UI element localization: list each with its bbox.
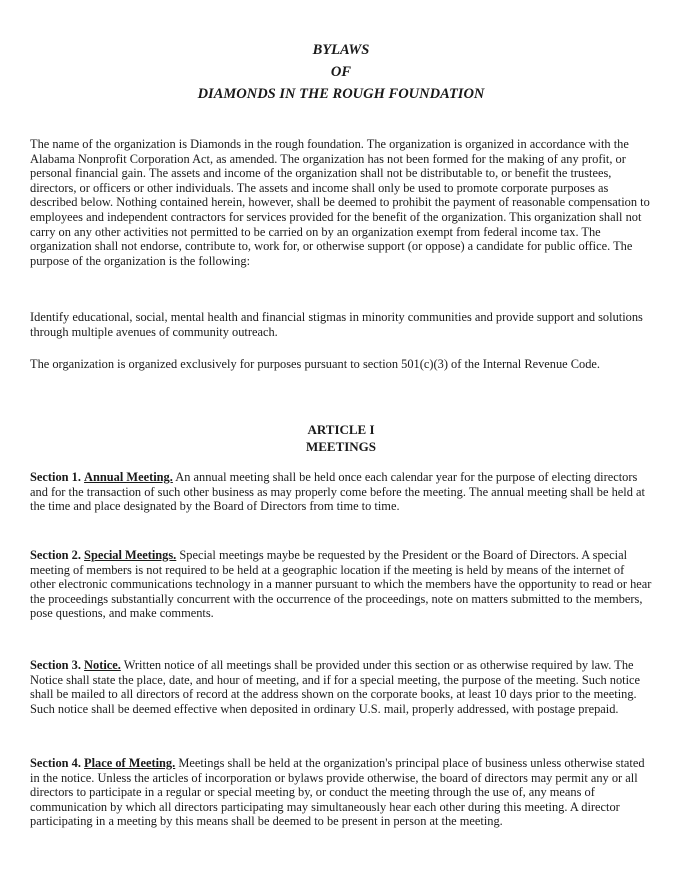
title-line-of: OF [330,64,352,80]
section-1 [30,470,652,514]
purpose-paragraph: Identify educational, social, mental health and financial stigmas in minority communities and provide support and solutions through multiple avenues of community outreach. [30,310,643,339]
section-body: Written notice of all meetings shall be provided under this section or as otherwise required by law. The Notice shall state the place, date, and hour of meeting, and if for a special meeting, the purpose of the meeting. Such notice shall be mailed to all directors of record at the address shown on the corporate books, at least 10 days prior to the meeting. Such notice shall be deemed effective when deposited in ordinary U.S. mail, properly addressed, with postage prepaid. [30,658,641,716]
section-2 [30,548,652,621]
section-title: Annual Meeting. [84,470,173,484]
section-body: An annual meeting shall be held once each calendar year for the purpose of electing directors and for the transaction of such other business as may properly come before the meeting. The annual meeting shall be held at the time and place designated by the Board of Directors from time to time. [30,470,645,514]
section-number: Section 2. [30,548,81,562]
section-4 [30,756,652,829]
article-number: ARTICLE I [307,422,375,437]
title-line-organization: DIAMONDS IN THE ROUGH FOUNDATION [197,86,485,102]
intro-paragraph: The name of the organization is Diamonds in the rough foundation. The organization is organized in accordance with the Alabama Nonprofit Corporation Act, as amended. The organization has not been formed for the making of any profit, or personal financial gain. The assets and income of the organization shall not be distributable to, or benefit the trustees, directors, or officers or other individuals. The assets and income shall only be used to promote corporate purposes as described below. Nothing contained herein, however, shall be deemed to prohibit the payment of reasonable compensation to employees and independent contractors for services provided for the benefit of the organization. This organization shall not carry on any other activities not permitted to be carried on by an organization exempt from federal income tax. The organization shall not endorse, contribute to, work for, or otherwise support (or oppose) a candidate for public office. The purpose of the organization is the following: [30,137,650,268]
section-3 [30,658,652,716]
section-body: Special meetings maybe be requested by the President or the Board of Directors. A special meeting of members is not required to be held at a geographic location if the meeting is held by means of the internet of other electronic communications technology in a manner pursuant to which the members have the opportunity to read or hear the proceedings substantially concurrent with the occurrence of the proceedings, note on matters submitted to the members, pose questions, and make comments. [30,548,652,621]
section-title: Notice. [84,658,121,672]
title-line-bylaws: BYLAWS [312,42,370,58]
section-number: Section 4. [30,756,81,770]
section-title: Place of Meeting. [84,756,176,770]
section-number: Section 1. [30,470,81,484]
article-title: MEETINGS [305,439,377,454]
section-number: Section 3. [30,658,81,672]
section-body: Meetings shall be held at the organization's principal place of business unless otherwise stated in the notice. Unless the articles of incorporation or bylaws provide otherwise, the board of directors may permit any or all directors to participate in a regular or special meeting by, or conduct the meeting through the use of, any means of communication by which all directors participating may simultaneously hear each other during this meeting. A director participating in a meeting by this means shall be deemed to be present in person at the meeting. [30,756,645,829]
document-title [30,39,652,105]
exemption-paragraph: The organization is organized exclusively for purposes pursuant to section 501(c)(3) of the Internal Revenue Code. [30,357,601,371]
section-title: Special Meetings. [84,548,177,562]
